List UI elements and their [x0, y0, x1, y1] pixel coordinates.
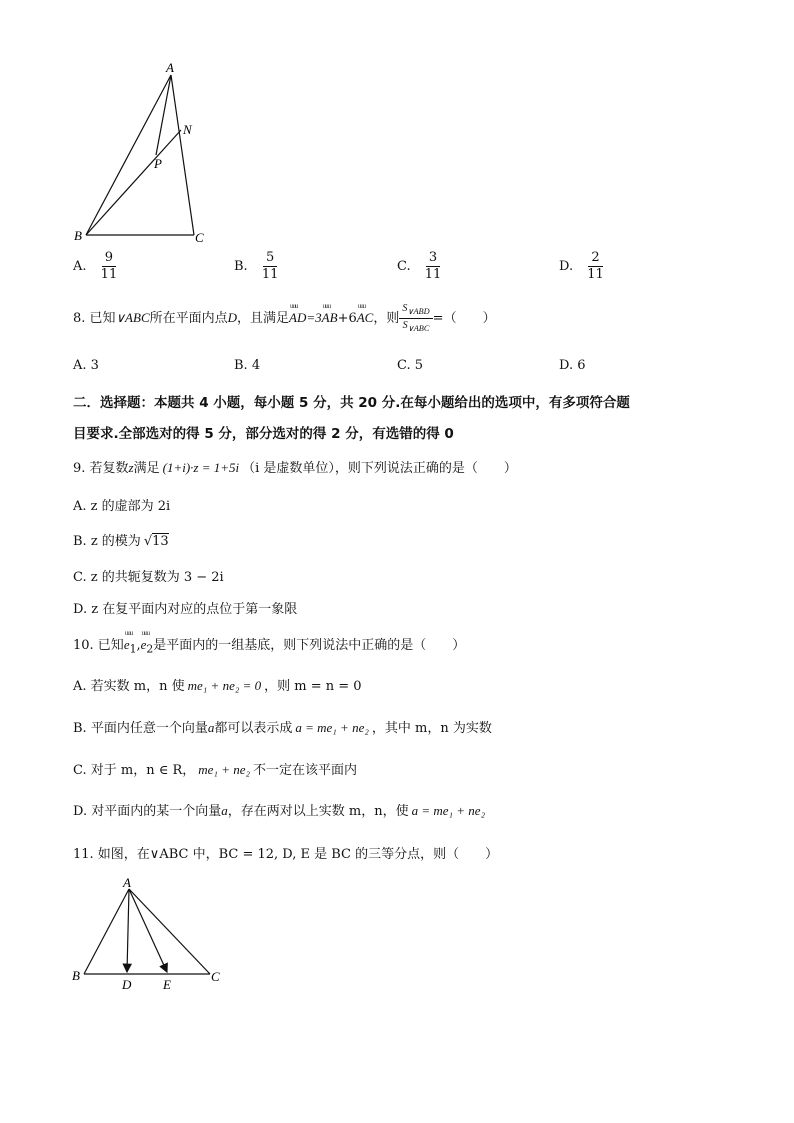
question-9-stem: 9. 若复数z满足 (1+i)·z = 1+5i （i 是虚数单位），则下列说法正确的是（ ） — [73, 460, 517, 476]
option-letter: C. — [397, 259, 411, 274]
q9-option-a[interactable]: A. z 的虚部为 2i — [73, 499, 171, 514]
label-B: B — [72, 968, 80, 983]
label-D: D — [122, 977, 132, 992]
fraction: $\frac{2}{11}$ — [587, 250, 604, 282]
option-letter: A. — [73, 259, 87, 274]
q10-option-c[interactable]: C. 对于 m，n ∈ R， me₁ + ne₂ 不一定在该平面内 — [73, 762, 358, 778]
sqrt-symbol: √ — [143, 534, 153, 549]
q9-option-c[interactable]: C. z 的共轭复数为 3 − 2i — [73, 570, 224, 585]
q7-option-a[interactable] — [73, 250, 117, 283]
q8-option-b[interactable]: B. 4 — [234, 358, 261, 373]
fraction: $\frac{9}{11}$ — [100, 250, 118, 282]
label-P: P — [154, 156, 162, 171]
q10-option-a[interactable]: A. 若实数 m，n 使 me₁ + ne₂ = 0 ，则 m = n = 0 — [73, 678, 362, 694]
q7-option-b[interactable] — [234, 250, 278, 283]
label-C: C — [211, 969, 220, 984]
section-2-line-1: 二．选择题：本题共 4 小题，每小题 5 分，共 20 分.在每小题给出的选项中，有多项符合题 — [73, 395, 630, 411]
label-B: B — [74, 228, 82, 243]
label-N: N — [183, 122, 192, 137]
label-E: E — [163, 977, 171, 992]
q10-option-d[interactable]: D. 对平面内的某一个向量a，存在两对以上实数 m，n，使 a = me₁ + ne₂ — [73, 803, 486, 819]
label-A: A — [166, 60, 174, 75]
label-A: A — [123, 875, 131, 890]
question-8-stem: 8. 已知∨ABC所在平面内点D，且满足uuu AD=3uuu AB+6uuu AC，则 $\frac{S_{\vee ABD}}{S_{\vee ABC}}$ =（ ） — [73, 302, 496, 335]
q9-option-d[interactable]: D. z 在复平面内对应的点位于第一象限 — [73, 602, 298, 617]
q7-option-d[interactable] — [559, 250, 604, 283]
q9-option-b[interactable]: B. z 的模为 √13 — [73, 534, 169, 549]
question-10-stem: 10. 已知uuu $e_1,uuu$ $e_2$是平面内的一组基底，则下列说法中正确的是（ ） — [73, 634, 465, 656]
q10-option-b[interactable]: B. 平面内任意一个向量a都可以表示成 a = me₁ + ne₂ ，其中 m，n 为实数 — [73, 720, 492, 736]
option-letter: D. — [559, 259, 574, 274]
q8-option-a[interactable]: A. 3 — [73, 358, 99, 373]
q8-option-c[interactable]: C. 5 — [397, 358, 424, 373]
q7-option-c[interactable] — [397, 250, 441, 283]
section-2-line-2: 目要求.全部选对的得 5 分，部分选对的得 2 分，有选错的得 0 — [73, 426, 454, 442]
triangle-figure-1 — [70, 58, 210, 248]
fraction: $\frac{5}{11}$ — [261, 250, 279, 282]
option-letter: B. — [234, 259, 248, 274]
triangle-figure-2 — [68, 874, 228, 994]
fraction: $\frac{3}{11}$ — [424, 250, 442, 282]
question-11-stem: 11. 如图，在∨ABC 中，BC = 12, D, E 是 BC 的三等分点，则（ ） — [73, 847, 499, 862]
label-C: C — [195, 230, 204, 245]
q8-option-d[interactable]: D. 6 — [559, 358, 586, 373]
area-ratio: $\frac{S_{\vee ABD}}{S_{\vee ABC}}$ — [399, 302, 432, 335]
